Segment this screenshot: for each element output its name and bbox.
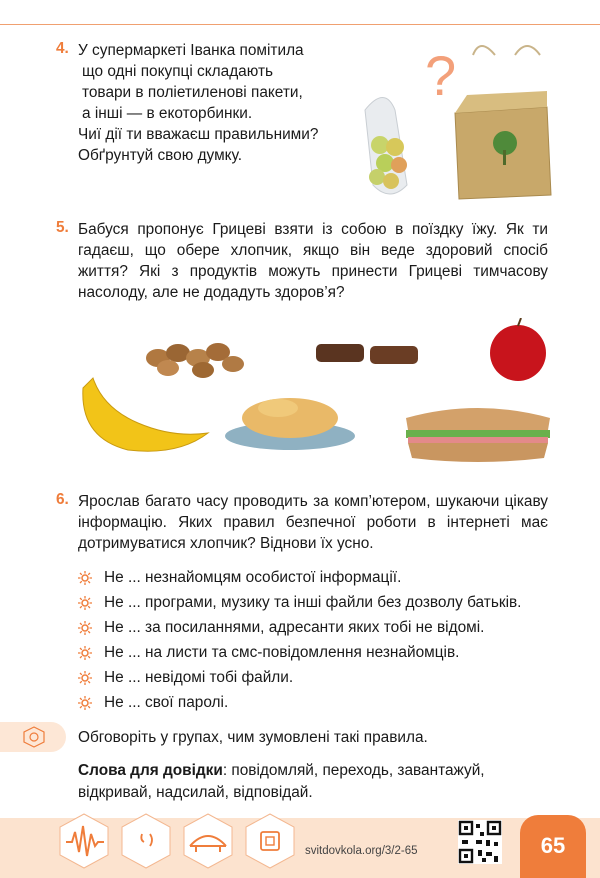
list-item <box>78 590 548 615</box>
plastic-bag-image <box>365 98 407 195</box>
discuss-instruction: Обговоріть у групах, чим зумовлені такі правила. <box>78 729 428 746</box>
rule-text: Не ... програми, музику та інші файли без дозволу батьків. <box>104 594 522 611</box>
bags-illustration <box>355 35 555 205</box>
task-6-text: Ярослав багато часу проводить за комп’ютером, шукаючи цікаву інформацію. Яких правил безпечної роботи в інтернеті має дотримуватися хлопчик? Віднови їх усно. <box>78 493 548 552</box>
task-4-line: У супермаркеті Іванка помітила <box>78 42 304 59</box>
resource-url[interactable]: svitdovkola.org/3/2-65 <box>305 845 418 857</box>
top-rule <box>0 0 600 25</box>
list-item <box>78 565 548 590</box>
task-4-number: 4. <box>56 40 69 57</box>
rules-list <box>78 565 548 715</box>
sun-bullet-icon <box>78 621 92 635</box>
apple-image <box>490 318 546 381</box>
sandwich-image <box>406 408 550 462</box>
footer <box>0 806 600 878</box>
sun-bullet-icon <box>78 696 92 710</box>
sun-bullet-icon <box>78 596 92 610</box>
task-6-number: 6. <box>56 491 69 508</box>
task-4-line: товари в поліетиленові пакети, <box>82 84 303 101</box>
task-4-text <box>78 40 368 166</box>
group-work-icon <box>22 726 46 748</box>
list-item <box>78 665 548 690</box>
sun-bullet-icon <box>78 671 92 685</box>
hint-list: : повідомляй, переходь, завантажуй, відкривай, надсилай, відповідай. <box>78 762 485 801</box>
task-4-line: Обґрунтуй свою думку. <box>78 147 242 164</box>
rule-text: Не ... незнайомцям особистої інформації. <box>104 569 402 586</box>
hint-words <box>78 760 538 804</box>
qr-code-icon[interactable] <box>458 820 502 864</box>
chocolate-bars-image <box>316 344 418 364</box>
list-item <box>78 640 548 665</box>
banana-image <box>83 378 208 451</box>
question-mark-icon: ? <box>425 44 457 107</box>
chips-image <box>225 398 355 450</box>
task-4-line: а інші — в екоторбинки. <box>82 105 253 122</box>
task-5-text: Бабуся пропонує Грицеві взяти із собою в поїздку їжу. Як ти гадаєш, що обере хлопчик, якщо він веде здоровий спосіб життя? Які з продуктів можуть принести Грицеві тимчасову насолоду, але не додадуть здоров’я? <box>78 221 548 301</box>
group-work-tab <box>0 722 66 752</box>
list-item <box>78 615 548 640</box>
bridge-hex-icon <box>182 812 234 870</box>
food-illustration <box>78 318 558 468</box>
rule-text: Не ... свої паролі. <box>104 694 229 711</box>
face-hex-icon <box>120 812 172 870</box>
task-5-number: 5. <box>56 219 69 236</box>
chip-hex-icon <box>244 812 296 870</box>
list-item <box>78 690 548 715</box>
rule-text: Не ... за посиланнями, адресанти яких тобі не відомі. <box>104 619 485 636</box>
task-4-line: Чиї дії ти вважаєш правильними? <box>78 126 319 143</box>
soundwave-hex-icon <box>58 812 110 870</box>
task-4-line: що одні покупці складають <box>82 63 274 80</box>
eco-bag-image <box>455 46 551 199</box>
rule-text: Не ... на листи та смс-повідомлення незнайомців. <box>104 644 460 661</box>
nuts-image <box>146 343 244 378</box>
sun-bullet-icon <box>78 646 92 660</box>
page-number: 65 <box>540 833 566 858</box>
sun-bullet-icon <box>78 571 92 585</box>
rule-text: Не ... невідомі тобі файли. <box>104 669 294 686</box>
hint-label: Слова для довідки <box>78 762 223 779</box>
